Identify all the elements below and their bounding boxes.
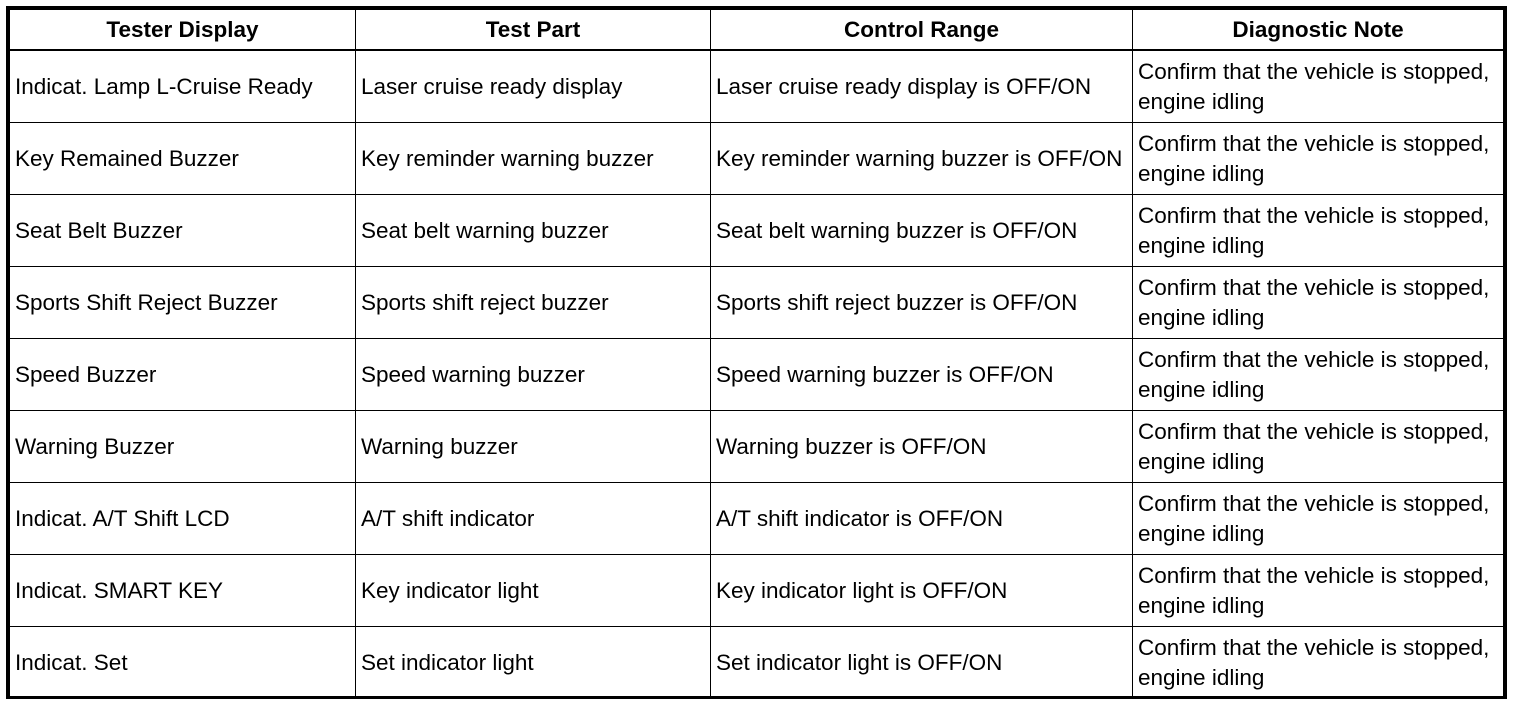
header-control-range: Control Range bbox=[711, 10, 1133, 51]
table-row bbox=[10, 267, 1504, 339]
cell-control-range: Set indicator light is OFF/ON bbox=[711, 627, 1133, 699]
cell-diagnostic-note: Confirm that the vehicle is stopped, engine idling bbox=[1133, 123, 1504, 195]
cell-tester-display: Key Remained Buzzer bbox=[10, 123, 356, 195]
cell-test-part: Seat belt warning buzzer bbox=[356, 195, 711, 267]
active-test-table-frame bbox=[6, 6, 1507, 699]
cell-tester-display: Indicat. A/T Shift LCD bbox=[10, 483, 356, 555]
cell-diagnostic-note: Confirm that the vehicle is stopped, engine idling bbox=[1133, 555, 1504, 627]
cell-control-range: Laser cruise ready display is OFF/ON bbox=[711, 50, 1133, 123]
cell-diagnostic-note: Confirm that the vehicle is stopped, engine idling bbox=[1133, 627, 1504, 699]
cell-tester-display: Warning Buzzer bbox=[10, 411, 356, 483]
table-row bbox=[10, 411, 1504, 483]
cell-control-range: Speed warning buzzer is OFF/ON bbox=[711, 339, 1133, 411]
header-test-part: Test Part bbox=[356, 10, 711, 51]
cell-tester-display: Indicat. Lamp L-Cruise Ready bbox=[10, 50, 356, 123]
cell-control-range: Seat belt warning buzzer is OFF/ON bbox=[711, 195, 1133, 267]
table-row bbox=[10, 627, 1504, 699]
table-row bbox=[10, 339, 1504, 411]
header-diagnostic-note: Diagnostic Note bbox=[1133, 10, 1504, 51]
table-row bbox=[10, 483, 1504, 555]
cell-diagnostic-note: Confirm that the vehicle is stopped, engine idling bbox=[1133, 267, 1504, 339]
cell-test-part: Key reminder warning buzzer bbox=[356, 123, 711, 195]
table-row bbox=[10, 50, 1504, 123]
active-test-table bbox=[9, 9, 1504, 699]
cell-test-part: Set indicator light bbox=[356, 627, 711, 699]
cell-tester-display: Indicat. SMART KEY bbox=[10, 555, 356, 627]
table-row bbox=[10, 123, 1504, 195]
table-row bbox=[10, 555, 1504, 627]
cell-test-part: Sports shift reject buzzer bbox=[356, 267, 711, 339]
cell-test-part: Speed warning buzzer bbox=[356, 339, 711, 411]
header-tester-display: Tester Display bbox=[10, 10, 356, 51]
cell-diagnostic-note: Confirm that the vehicle is stopped, engine idling bbox=[1133, 50, 1504, 123]
cell-tester-display: Indicat. Set bbox=[10, 627, 356, 699]
cell-control-range: Key indicator light is OFF/ON bbox=[711, 555, 1133, 627]
cell-test-part: A/T shift indicator bbox=[356, 483, 711, 555]
cell-test-part: Warning buzzer bbox=[356, 411, 711, 483]
cell-test-part: Key indicator light bbox=[356, 555, 711, 627]
cell-diagnostic-note: Confirm that the vehicle is stopped, engine idling bbox=[1133, 339, 1504, 411]
table-row bbox=[10, 195, 1504, 267]
cell-control-range: A/T shift indicator is OFF/ON bbox=[711, 483, 1133, 555]
cell-control-range: Key reminder warning buzzer is OFF/ON bbox=[711, 123, 1133, 195]
cell-tester-display: Sports Shift Reject Buzzer bbox=[10, 267, 356, 339]
cell-diagnostic-note: Confirm that the vehicle is stopped, engine idling bbox=[1133, 483, 1504, 555]
table-header-row bbox=[10, 10, 1504, 51]
cell-diagnostic-note: Confirm that the vehicle is stopped, engine idling bbox=[1133, 411, 1504, 483]
cell-test-part: Laser cruise ready display bbox=[356, 50, 711, 123]
cell-tester-display: Speed Buzzer bbox=[10, 339, 356, 411]
cell-tester-display: Seat Belt Buzzer bbox=[10, 195, 356, 267]
cell-control-range: Warning buzzer is OFF/ON bbox=[711, 411, 1133, 483]
cell-diagnostic-note: Confirm that the vehicle is stopped, engine idling bbox=[1133, 195, 1504, 267]
cell-control-range: Sports shift reject buzzer is OFF/ON bbox=[711, 267, 1133, 339]
